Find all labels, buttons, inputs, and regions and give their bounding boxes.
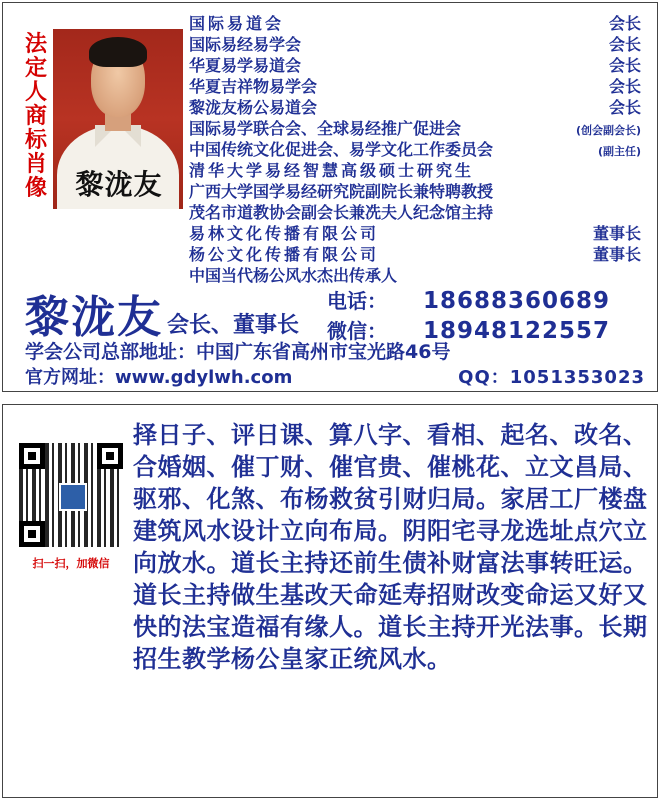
title-row xyxy=(189,34,641,55)
title-text: 易林文化传播有限公司 xyxy=(189,224,380,243)
title-role: 会长 xyxy=(608,14,641,33)
title-role: 董事长 xyxy=(592,245,641,264)
wechat-number[interactable]: 18948122557 xyxy=(423,318,611,344)
title-row xyxy=(189,181,641,202)
title-role: 会长 xyxy=(608,77,641,96)
qr-finder xyxy=(97,443,123,469)
phone-number[interactable]: 18688360689 xyxy=(423,288,611,314)
title-role: 会长 xyxy=(608,35,641,54)
contact-block xyxy=(327,285,645,345)
portrait-trademark-label: 法定人商标肖像 xyxy=(24,32,47,201)
business-card-back xyxy=(2,404,658,798)
title-role: 会长 xyxy=(608,56,641,75)
portrait-name: 黎泷友 xyxy=(75,168,163,201)
title-note: (创会副会长) xyxy=(575,124,641,137)
title-text: 杨公文化传播有限公司 xyxy=(189,245,380,264)
title-row xyxy=(189,223,641,244)
qr-finder xyxy=(19,521,45,547)
titles-list xyxy=(189,13,641,286)
title-text: 国际易学联合会、全球易经推广促进会 xyxy=(189,119,462,138)
title-note: (副主任) xyxy=(597,145,641,158)
title-role: 董事长 xyxy=(592,224,641,243)
qr-logo xyxy=(59,483,87,511)
business-card-front xyxy=(2,2,658,392)
person-role: 会长、董事长 xyxy=(167,313,300,338)
title-text: 中国传统文化促进会、易学文化工作委员会 xyxy=(189,140,494,159)
title-row xyxy=(189,139,641,160)
title-text: 中国当代杨公风水杰出传承人 xyxy=(189,266,398,285)
title-row xyxy=(189,160,641,181)
title-text: 华夏吉祥物易学会 xyxy=(189,77,318,96)
title-row xyxy=(189,244,641,265)
qq-number[interactable]: QQ：1051353023 xyxy=(458,367,645,388)
address: 学会公司总部地址：中国广东省高州市宝光路46号 xyxy=(25,341,451,363)
title-row xyxy=(189,76,641,97)
title-role: 会长 xyxy=(608,98,641,117)
title-text: 国际易经易学会 xyxy=(189,35,302,54)
qr-caption: 扫一扫，加微信 xyxy=(32,557,110,570)
title-row xyxy=(189,202,641,223)
qr-finder xyxy=(19,443,45,469)
person-name: 黎泷友 xyxy=(25,292,163,343)
phone-label: 电话： xyxy=(327,289,387,313)
website[interactable]: 官方网址：www.gdylwh.com xyxy=(25,367,293,388)
title-text: 广西大学国学易经研究院副院长兼特聘教授 xyxy=(189,182,494,201)
web-row xyxy=(25,363,645,389)
title-text: 黎泷友杨公易道会 xyxy=(189,98,318,117)
title-text: 国际易道会 xyxy=(189,14,285,33)
title-row xyxy=(189,118,641,139)
wechat-qr-code[interactable] xyxy=(19,443,123,547)
title-text: 茂名市道教协会副会长兼冼夫人纪念馆主持 xyxy=(189,203,494,222)
portrait-photo xyxy=(53,29,183,209)
title-row xyxy=(189,55,641,76)
title-text: 清华大学易经智慧高级硕士研究生 xyxy=(189,161,475,180)
services-text: 择日子、评日课、算八字、看相、起名、改名、合婚姻、催丁财、催官贵、催桃花、立文昌局、驱邪、化煞、布杨救贫引财归局。家居工厂楼盘建筑风水设计立向布局。阴阳宅寻龙选址点穴立向放水。道长主持还前生债补财富法事转旺运。道长主持做生基改天命延寿招财改变命运又好又快的法宝造福有缘人。道长主持开光法事。长期招生教学杨公皇家正统风水。 xyxy=(133,421,648,673)
title-text: 华夏易学易道会 xyxy=(189,56,302,75)
phone-row xyxy=(327,285,645,315)
title-row xyxy=(189,13,641,34)
title-row xyxy=(189,97,641,118)
wechat-label: 微信： xyxy=(327,319,387,343)
name-heading xyxy=(25,281,299,345)
